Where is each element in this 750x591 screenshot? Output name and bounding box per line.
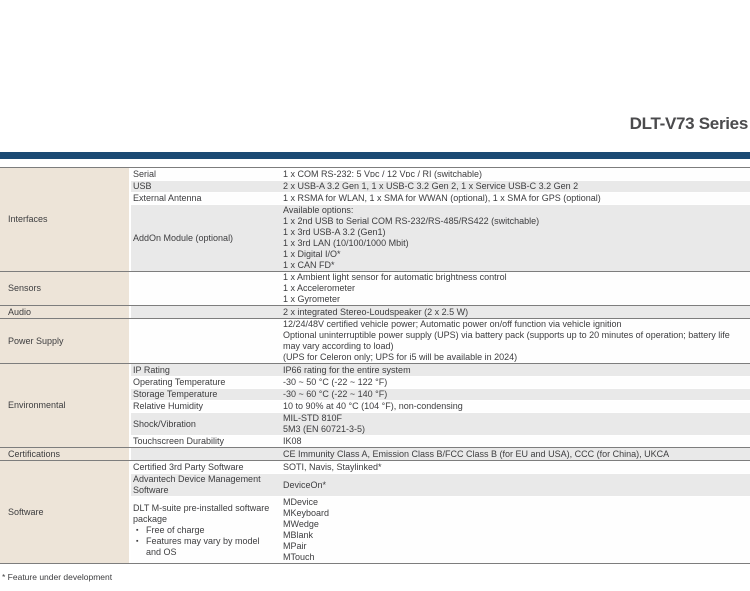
spec-value-line: MWedge xyxy=(283,519,319,529)
spec-row xyxy=(131,364,750,376)
spec-label xyxy=(131,419,281,430)
spec-value-line: -30 ~ 50 °C (-22 ~ 122 °F) xyxy=(283,377,388,387)
spec-value-line: 1 x Gyrometer xyxy=(283,294,341,304)
spec-value xyxy=(281,480,750,491)
spec-value xyxy=(281,377,750,388)
spec-value-line: MBlank xyxy=(283,530,314,540)
spec-section-power-supply xyxy=(0,318,750,363)
spec-value xyxy=(281,497,750,563)
spec-value-line: 1 x Accelerometer xyxy=(283,283,356,293)
spec-label-text: Certified 3rd Party Software xyxy=(133,461,244,472)
category-label-certifications: Certifications xyxy=(0,448,131,460)
spec-row xyxy=(131,435,750,447)
spec-value-line: 10 to 90% at 40 °C (104 °F), non-condensing xyxy=(283,401,463,411)
category-label-software: Software xyxy=(0,461,131,563)
spec-value-line: Optional uninterruptible power supply (UPS) via battery pack (supports up to 20 minutes of operation; battery life may vary according to load) xyxy=(283,330,730,351)
spec-label xyxy=(131,503,281,558)
spec-label xyxy=(131,462,281,473)
spec-row xyxy=(131,306,750,318)
section-rows-power-supply xyxy=(131,319,750,363)
spec-section-environmental xyxy=(0,363,750,447)
spec-value-line: 1 x 3rd USB-A 3.2 (Gen1) xyxy=(283,227,386,237)
spec-row xyxy=(131,400,750,412)
category-label-interfaces: Interfaces xyxy=(0,168,131,271)
spec-value xyxy=(281,169,750,180)
spec-label-text: Serial xyxy=(133,168,157,179)
spec-label-text: AddOn Module (optional) xyxy=(133,232,234,243)
spec-label xyxy=(131,233,281,244)
spec-row xyxy=(131,473,750,496)
spec-value-line: 2 x USB-A 3.2 Gen 1, 1 x USB-C 3.2 Gen 2, 1 x Service USB-C 3.2 Gen 2 xyxy=(283,181,579,191)
spec-value xyxy=(281,319,750,363)
category-label-audio: Audio xyxy=(0,306,131,318)
spec-value xyxy=(281,205,750,271)
spec-value xyxy=(281,193,750,204)
spec-row xyxy=(131,412,750,435)
spec-value xyxy=(281,365,750,376)
spec-value-line: 1 x RSMA for WLAN, 1 x SMA for WWAN (optional), 1 x SMA for GPS (optional) xyxy=(283,193,601,203)
spec-row xyxy=(131,461,750,473)
spec-value xyxy=(281,272,750,305)
spec-label-text: Advantech Device Management Software xyxy=(133,474,261,495)
spec-value xyxy=(281,436,750,447)
spec-label xyxy=(131,181,281,192)
spec-row xyxy=(131,192,750,204)
spec-row xyxy=(131,180,750,192)
spec-label-bullet: ▪ Features may vary by model and OS xyxy=(133,536,275,558)
spec-section-sensors xyxy=(0,271,750,305)
spec-label xyxy=(131,436,281,447)
spec-value xyxy=(281,449,750,460)
spec-label-bullets xyxy=(133,525,275,558)
spec-value xyxy=(281,307,750,318)
page-title: DLT-V73 Series xyxy=(629,114,748,133)
spec-label xyxy=(131,169,281,180)
spec-section-interfaces xyxy=(0,168,750,271)
spec-row xyxy=(131,204,750,271)
spec-section-software xyxy=(0,460,750,563)
spec-value xyxy=(281,181,750,192)
spec-row xyxy=(131,388,750,400)
spec-label xyxy=(131,193,281,204)
spec-value-line: MKeyboard xyxy=(283,508,330,518)
section-rows-software xyxy=(131,461,750,563)
spec-label-text: Storage Temperature xyxy=(133,389,218,399)
spec-label-text: Shock/Vibration xyxy=(133,418,196,429)
spec-value-line: CE Immunity Class A, Emission Class B/FCC Class B (for EU and USA), CCC (for China), UKCA xyxy=(283,448,670,459)
spec-row xyxy=(131,376,750,388)
spec-label-text: Relative Humidity xyxy=(133,401,204,411)
spec-value-line: SOTI, Navis, Staylinked* xyxy=(283,461,382,472)
spec-row xyxy=(131,272,750,305)
spec-value-line: 1 x Ambient light sensor for automatic brightness control xyxy=(283,272,507,282)
spec-row xyxy=(131,448,750,460)
spec-row xyxy=(131,319,750,363)
spec-value-line: MTouch xyxy=(283,552,315,562)
spec-value-line: MDevice xyxy=(283,497,319,507)
spec-row xyxy=(131,168,750,180)
spec-label-text: DLT M-suite pre-installed software package xyxy=(133,502,270,524)
spec-label-bullet: ▪ Free of charge xyxy=(133,525,275,536)
spec-value-line: 1 x CAN FD* xyxy=(283,260,335,270)
section-rows-audio xyxy=(131,306,750,318)
spec-value-line: 1 x 3rd LAN (10/100/1000 Mbit) xyxy=(283,238,409,248)
spec-label xyxy=(131,365,281,376)
spec-value-line: 12/24/48V certified vehicle power; Automatic power on/off function via vehicle ignition xyxy=(283,319,622,329)
header-accent-bar xyxy=(0,152,750,159)
spec-label-text: External Antenna xyxy=(133,193,202,203)
spec-section-audio xyxy=(0,305,750,318)
category-label-power-supply: Power Supply xyxy=(0,319,131,363)
spec-value-line: MPair xyxy=(283,541,307,551)
category-label-environmental: Environmental xyxy=(0,364,131,447)
spec-label xyxy=(131,474,281,496)
spec-value-line: 1 x Digital I/O* xyxy=(283,249,341,259)
spec-value-line: 1 x COM RS-232: 5 Vᴅᴄ / 12 Vᴅᴄ / RI (switchable) xyxy=(283,168,482,179)
spec-value-line: Available options: xyxy=(283,205,354,215)
spec-value-line: IP66 rating for the entire system xyxy=(283,364,411,375)
footnote: * Feature under development xyxy=(2,572,113,582)
spec-row xyxy=(131,496,750,563)
spec-label-text: Touchscreen Durability xyxy=(133,436,225,446)
spec-value xyxy=(281,389,750,400)
spec-value-line: 1 x 2nd USB to Serial COM RS-232/RS-485/RS422 (switchable) xyxy=(283,216,540,226)
spec-value-line: 5M3 (EN 60721-3-5) xyxy=(283,424,366,434)
spec-table xyxy=(0,167,750,564)
spec-label-text: IP Rating xyxy=(133,364,170,375)
category-label-sensors: Sensors xyxy=(0,272,131,305)
spec-value-line: -30 ~ 60 °C (-22 ~ 140 °F) xyxy=(283,389,388,399)
section-rows-sensors xyxy=(131,272,750,305)
spec-section-certifications xyxy=(0,447,750,460)
spec-value xyxy=(281,401,750,412)
spec-value xyxy=(281,462,750,473)
spec-label xyxy=(131,401,281,412)
section-rows-certifications xyxy=(131,448,750,460)
spec-label-text: USB xyxy=(133,181,152,191)
spec-value-line: IK08 xyxy=(283,436,302,446)
spec-value-line: 2 x integrated Stereo-Loudspeaker (2 x 2.5 W) xyxy=(283,306,469,317)
spec-value-line: MIL-STD 810F xyxy=(283,413,343,423)
section-rows-environmental xyxy=(131,364,750,447)
spec-label xyxy=(131,389,281,400)
section-rows-interfaces xyxy=(131,168,750,271)
spec-value-line: DeviceOn* xyxy=(283,479,327,490)
spec-value-line: (UPS for Celeron only; UPS for i5 will be available in 2024) xyxy=(283,352,518,362)
spec-value xyxy=(281,413,750,435)
spec-label xyxy=(131,377,281,388)
spec-label-text: Operating Temperature xyxy=(133,377,226,387)
